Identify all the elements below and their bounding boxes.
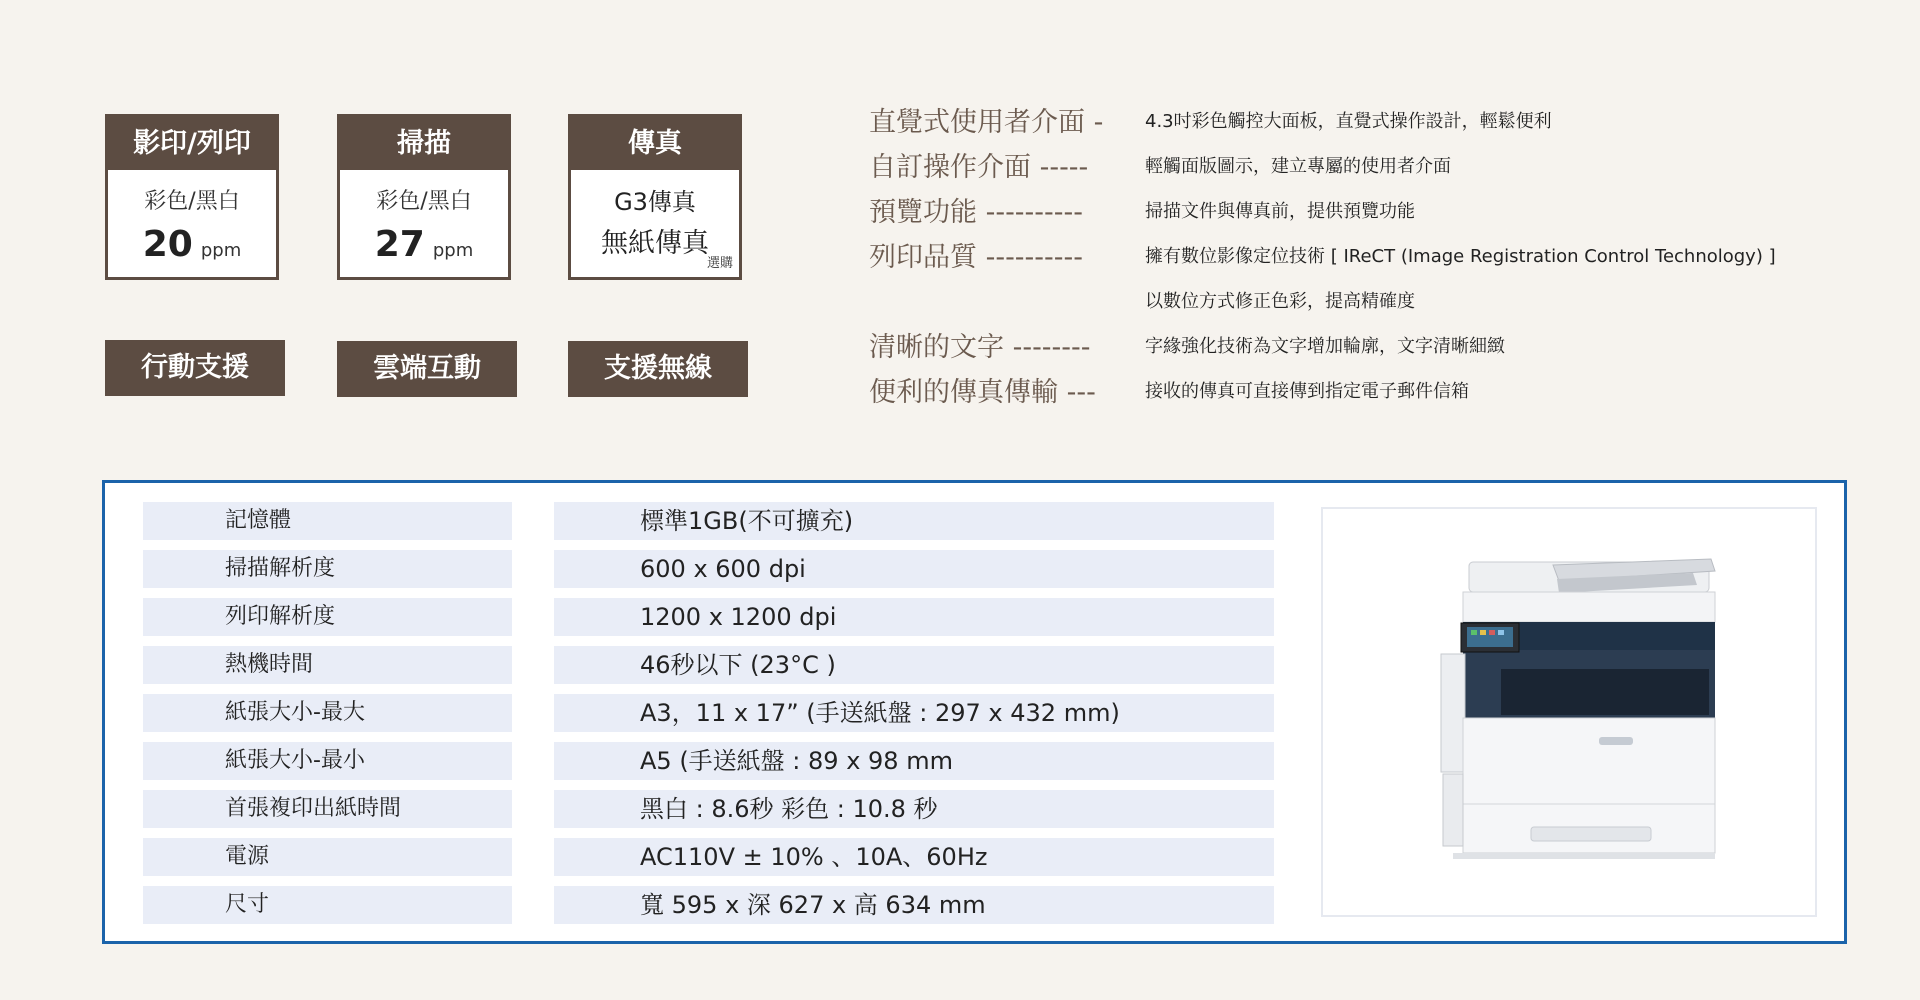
feature-title: 直覺式使用者介面 - — [869, 107, 1104, 138]
feature-desc: 掃描文件與傳真前，提供預覽功能 — [1145, 201, 1415, 222]
spec-value: 寬 595 x 深 627 x 高 634 mm — [554, 886, 1274, 924]
feature-desc: 接收的傳真可直接傳到指定電子郵件信箱 — [1145, 381, 1469, 402]
spec-row — [143, 790, 1278, 828]
spec-label: 紙張大小-最大 — [143, 694, 512, 732]
fax-type: G3傳真 — [614, 188, 696, 216]
spec-label: 記憶體 — [143, 502, 512, 540]
speed-value: 27 — [374, 224, 425, 265]
card-title: 掃描 — [340, 117, 508, 170]
speed-value: 20 — [142, 224, 193, 265]
feature-title: 便利的傳真傳輸 --- — [869, 377, 1096, 408]
spec-row — [143, 742, 1278, 780]
card-speed — [340, 224, 508, 265]
speed-unit: ppm — [200, 240, 242, 261]
copy-print-card — [105, 114, 279, 280]
feature-title: 清晰的文字 -------- — [869, 332, 1091, 363]
spec-value: 標準1GB(不可擴充) — [554, 502, 1274, 540]
spec-row — [143, 886, 1278, 924]
spec-value: 黑白 : 8.6秒 彩色 : 10.8 秒 — [554, 790, 1274, 828]
paperless-fax: 無紙傳真 — [601, 228, 709, 259]
spec-value: 46秒以下 (23°C ) — [554, 646, 1274, 684]
spec-value: A3，11 x 17” (手送紙盤 : 297 x 432 mm) — [554, 694, 1274, 732]
feature-desc: 輕觸面版圖示，建立專屬的使用者介面 — [1145, 156, 1451, 177]
feature-desc: 4.3吋彩色觸控大面板，直覺式操作設計，輕鬆便利 — [1145, 111, 1552, 132]
spec-value: A5 (手送紙盤 : 89 x 98 mm — [554, 742, 1274, 780]
spec-row — [143, 838, 1278, 876]
speed-unit: ppm — [432, 240, 474, 261]
optional-note: 選購 — [706, 256, 733, 271]
spec-label: 列印解析度 — [143, 598, 512, 636]
fax-card — [568, 114, 742, 280]
spec-row — [143, 646, 1278, 684]
spec-label: 首張複印出紙時間 — [143, 790, 512, 828]
cloud-interaction-tag: 雲端互動 — [337, 341, 517, 397]
spec-value: 1200 x 1200 dpi — [554, 598, 1274, 636]
spec-label: 紙張大小-最小 — [143, 742, 512, 780]
card-title: 影印/列印 — [108, 117, 276, 170]
wireless-support-tag: 支援無線 — [568, 341, 748, 397]
spec-label: 熱機時間 — [143, 646, 512, 684]
spec-value: 600 x 600 dpi — [554, 550, 1274, 588]
spec-label: 掃描解析度 — [143, 550, 512, 588]
spec-row — [143, 598, 1278, 636]
feature-desc: 擁有數位影像定位技術 [ IReCT (Image Registration Control Technology) ] — [1145, 246, 1776, 267]
scan-card — [337, 114, 511, 280]
feature-title: 列印品質 ---------- — [869, 242, 1084, 273]
mobile-support-tag: 行動支援 — [105, 340, 285, 396]
spec-table-box — [102, 480, 1847, 944]
feature-title: 預覽功能 ---------- — [869, 197, 1084, 228]
feature-desc: 以數位方式修正色彩，提高精確度 — [1145, 291, 1415, 312]
spec-row — [143, 550, 1278, 588]
printer-icon — [1323, 509, 1815, 915]
spec-row — [143, 502, 1278, 540]
spec-row — [143, 694, 1278, 732]
spec-label: 電源 — [143, 838, 512, 876]
card-speed — [108, 224, 276, 265]
product-image-frame — [1321, 507, 1817, 917]
spec-value: AC110V ± 10% 、10A、60Hz — [554, 838, 1274, 876]
feature-title: 自訂操作介面 ----- — [869, 152, 1089, 183]
feature-desc: 字緣強化技術為文字增加輪廓，文字清晰細緻 — [1145, 336, 1505, 357]
card-title: 傳真 — [571, 117, 739, 170]
card-mode: 彩色/黑白 — [144, 189, 240, 214]
spec-label: 尺寸 — [143, 886, 512, 924]
card-mode: 彩色/黑白 — [376, 189, 472, 214]
